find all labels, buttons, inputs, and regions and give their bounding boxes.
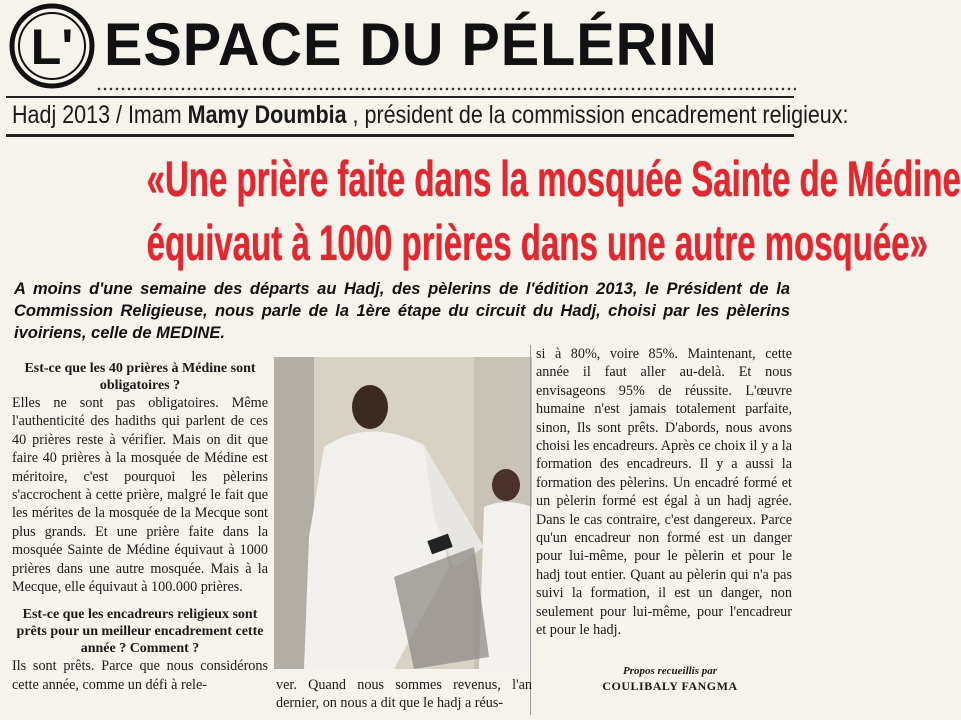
subtitle-prefix: Hadj 2013 / Imam (12, 101, 188, 129)
article-photo (274, 357, 532, 669)
column-3: si à 80%, voire 85%. Maintenant, cette année il faut aller au-delà. Et nous envisageons 95% de réussite. L'œuvre humaine n'est jamais totalement parfaite, sinon, Ils sont prêts. D'abords, nous avons choisi les encadreurs. Après ce choix il y a la formation des encadreurs. Il y a aussi la formation des pèlerins. Un encadré formé et un pèlerin formé est égal à un hadj agrée. Dans le cas contraire, c'est dangereux. Parce qu'un encadreur non formé est un danger pour lui-même, pour le pèlerin et pour le hadj tout entier. Quant au pèlerin qui n'a pas suivi la formation, il est un danger, non seulement pour lui-même, pour l'encadreur et pour le hadj. (536, 346, 792, 639)
question-2: Est-ce que les encadreurs religieux sont prêts pour un meilleur encadrement cette année ? Comment ? (16, 607, 264, 657)
logo-letter: L' (30, 19, 74, 75)
article-lede: A moins d'une semaine des départs au Hadj, des pèlerins de l'édition 2013, le Président de la Commission Religieuse, nous parle de la 1ère étape du circuit du Hadj, choisi par les pèlerins ivoiriens, celle de MEDINE. (14, 280, 790, 342)
column-divider (530, 345, 531, 715)
column-2-text: ver. Quand nous sommes revenus, l'an dernier, on nous a dit que le hadj a réus- (276, 677, 532, 712)
subtitle-suffix: , président de la commission encadrement religieux: (346, 101, 849, 129)
subtitle-name: Mamy Doumbia (187, 101, 347, 129)
credit-author: COULIBALY FANGMA (602, 679, 738, 693)
headline-line-2: équivaut à 1000 prières dans une autre mosquée» (146, 215, 928, 271)
masthead-dotted-rule (96, 86, 796, 92)
section-masthead: ESPACE DU PÉLÉRIN (104, 11, 718, 78)
newspaper-logo (4, 2, 104, 88)
article-credit (560, 664, 780, 694)
question-1: Est-ce que les 40 prières à Médine sont obligatoires ? (24, 361, 256, 393)
subtitle-rule (6, 134, 794, 137)
answer-1: Elles ne sont pas obligatoires. Même l'authenticité des hadiths qui parlent de ces 40 prières reste à vérifier. Mais on dit que faire 40 prières à la mosquée de Médine est méritoire, c'est pourquoi les pèlerins s'accrochent à cette prière, malgré le fait que les mérites de la mosquée de la Mecque sont plus grands. Et une prière faite dans la mosquée Sainte de Médine équivaut à 1000 prières dans une autre mosquée. Mais à la Mecque, elle équivaut à 100.000 prières. (12, 395, 268, 596)
headline-line-1: «Une prière faite dans la mosquée Sainte de Médine (146, 151, 961, 207)
credit-label: Propos recueillis par (622, 665, 718, 677)
column-1 (12, 360, 268, 694)
article-subtitle (12, 100, 849, 130)
top-rule (6, 96, 794, 98)
photo-illustration (274, 357, 532, 669)
logo-graphic (4, 2, 104, 88)
answer-2: Ils sont prêts. Parce que nous considérons cette année, comme un défi à rele- (12, 658, 268, 693)
